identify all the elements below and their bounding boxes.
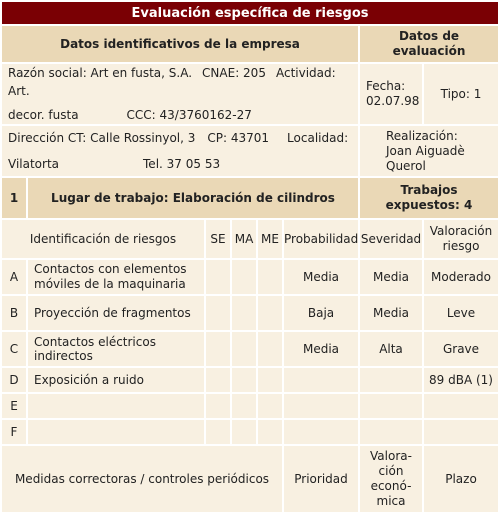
- risk-description: Exposición a ruido: [27, 367, 205, 393]
- risk-ma: [231, 331, 257, 367]
- risk-letter: E: [1, 393, 27, 419]
- risk-valoracion: Grave: [423, 331, 499, 367]
- cnae: CNAE: 205: [202, 66, 266, 80]
- risk-description: Proyección de fragmentos: [27, 295, 205, 331]
- risk-description: [27, 419, 205, 445]
- direccion-line-1: [8, 129, 352, 147]
- header-identificacion: Identificación de riesgos: [1, 219, 205, 259]
- empresa-line-1: [8, 64, 352, 100]
- risk-severidad: [359, 393, 423, 419]
- prioridad: Prioridad: [283, 445, 359, 513]
- actividad-cont: decor. fusta: [8, 108, 79, 122]
- risk-ma: [231, 419, 257, 445]
- risk-ma: [231, 295, 257, 331]
- localidad-value: Vilatorta: [8, 157, 60, 171]
- risk-probabilidad: [283, 393, 359, 419]
- plazo: Plazo: [423, 445, 499, 513]
- risk-ma: [231, 393, 257, 419]
- valoracion-economica-4: mica: [376, 494, 406, 508]
- valoracion-economica-3: econó-: [370, 479, 412, 493]
- risk-severidad: Alta: [359, 331, 423, 367]
- fecha-label: Fecha:: [366, 79, 406, 93]
- tipo-cell: Tipo: 1: [423, 63, 499, 125]
- evaluacion-heading: [359, 25, 499, 63]
- risk-letter: A: [1, 259, 27, 295]
- risk-probabilidad: Media: [283, 259, 359, 295]
- lugar-numero: 1: [1, 177, 27, 219]
- risk-ma: [231, 367, 257, 393]
- razon-social: Razón social: Art en fusta, S.A.: [8, 66, 193, 80]
- fecha-cell: [359, 63, 423, 125]
- risk-valoracion: 89 dBA (1): [423, 367, 499, 393]
- realizacion-label: Realización:: [386, 128, 458, 143]
- header-probabilidad: Probabilidad: [283, 219, 359, 259]
- risk-row: [1, 259, 499, 295]
- risk-probabilidad: Media: [283, 331, 359, 367]
- risk-me: [257, 367, 283, 393]
- localidad-label: Localidad:: [287, 131, 349, 145]
- trabajadores-line-2: expuestos: 4: [385, 198, 473, 212]
- risk-valoracion: Moderado: [423, 259, 499, 295]
- risk-letter: D: [1, 367, 27, 393]
- risk-severidad: [359, 367, 423, 393]
- risk-se: [205, 259, 231, 295]
- valoracion-economica: [359, 445, 423, 513]
- realizacion-name-1: Joan Aiguadè: [386, 143, 465, 158]
- evaluacion-heading-text: Datos de evaluación: [392, 29, 466, 58]
- risk-severidad: Media: [359, 259, 423, 295]
- risk-description: Contactos eléctricos indirectos: [27, 331, 205, 367]
- risk-me: [257, 393, 283, 419]
- risk-me: [257, 419, 283, 445]
- risk-description-line-1: Contactos con elementos: [34, 262, 187, 276]
- risk-valoracion: [423, 393, 499, 419]
- risk-row: [1, 419, 499, 445]
- risk-probabilidad: [283, 419, 359, 445]
- realizacion-name-2: Querol: [386, 158, 426, 173]
- valoracion-economica-1: Valora-: [370, 449, 412, 463]
- risk-probabilidad: Baja: [283, 295, 359, 331]
- ccc: CCC: 43/3760162-27: [126, 108, 252, 122]
- risk-row: [1, 331, 499, 367]
- valoracion-economica-2: ción: [378, 464, 404, 478]
- risk-probabilidad: [283, 367, 359, 393]
- direccion-line-2: [8, 155, 352, 173]
- direccion: Dirección CT: Calle Rossinyol, 3: [8, 131, 196, 145]
- risk-row: [1, 393, 499, 419]
- fecha-value: 02.07.98: [366, 94, 420, 108]
- realizacion-cell: [359, 125, 499, 177]
- risk-me: [257, 259, 283, 295]
- empresa-line-2: [8, 106, 352, 124]
- form-title: Evaluación específica de riesgos: [1, 1, 499, 25]
- risk-letter: B: [1, 295, 27, 331]
- header-valoracion-2: riesgo: [442, 239, 480, 253]
- risk-letter: C: [1, 331, 27, 367]
- risk-valoracion: Leve: [423, 295, 499, 331]
- risk-description: [27, 259, 205, 295]
- risk-valoracion: [423, 419, 499, 445]
- risk-se: [205, 393, 231, 419]
- header-valoracion: [423, 219, 499, 259]
- header-valoracion-1: Valoración: [429, 224, 493, 238]
- risk-row: [1, 367, 499, 393]
- empresa-info-cell: [1, 63, 359, 125]
- risk-description-line-2: móviles de la maquinaria: [34, 277, 186, 291]
- medidas-correctoras: Medidas correctoras / controles periódicos: [1, 445, 283, 513]
- risk-se: [205, 295, 231, 331]
- telefono: Tel. 37 05 53: [143, 157, 221, 171]
- header-me: ME: [257, 219, 283, 259]
- header-se: SE: [205, 219, 231, 259]
- risk-letter: F: [1, 419, 27, 445]
- direccion-cell: [1, 125, 359, 177]
- codigo-postal: CP: 43701: [207, 131, 270, 145]
- risk-se: [205, 367, 231, 393]
- actividad: Actividad: Art.: [8, 66, 336, 98]
- risk-me: [257, 295, 283, 331]
- header-ma: MA: [231, 219, 257, 259]
- header-severidad: Severidad: [359, 219, 423, 259]
- risk-severidad: [359, 419, 423, 445]
- empresa-heading: Datos identificativos de la empresa: [1, 25, 359, 63]
- risk-row: [1, 295, 499, 331]
- risk-description: [27, 393, 205, 419]
- risk-ma: [231, 259, 257, 295]
- risk-me: [257, 331, 283, 367]
- trabajadores-expuestos: [359, 177, 499, 219]
- lugar-trabajo: Lugar de trabajo: Elaboración de cilindros: [27, 177, 359, 219]
- risk-severidad: Media: [359, 295, 423, 331]
- trabajadores-line-1: Trabajos: [400, 183, 458, 197]
- risk-se: [205, 331, 231, 367]
- risk-se: [205, 419, 231, 445]
